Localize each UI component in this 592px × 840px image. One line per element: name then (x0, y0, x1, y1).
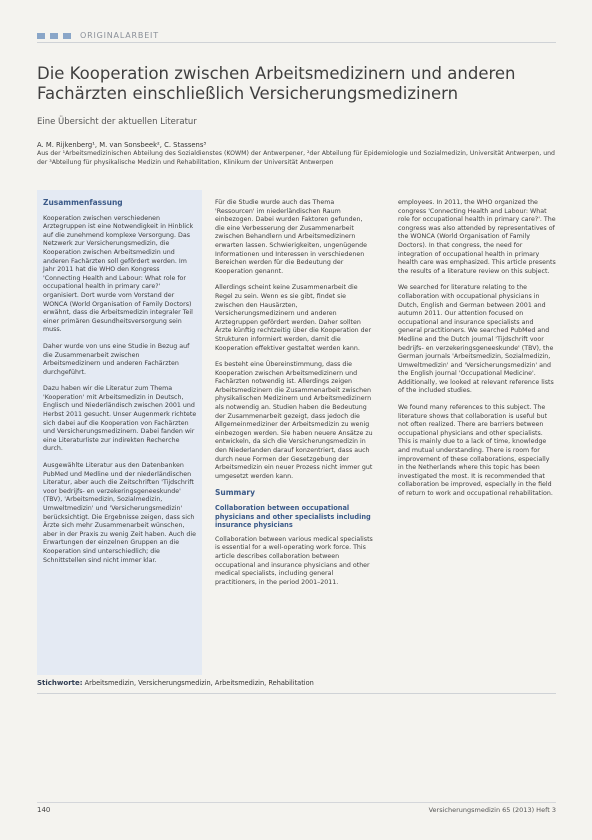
header-square-icon (37, 33, 45, 39)
article-affiliation: Aus der ¹Arbeitsmedizinischen Abteilung des Sozialdienstes (KOWM) der Antwerpener, ²der Abteilung für Epidemiologie und Sozialmedizin, Universität Antwerpen, und der ³Abteilung für physikalische Medizin und Rehabilitation, Klinikum der Universität Antwerpen (37, 150, 555, 166)
abstract-paragraph: Dazu haben wir die Literatur zum Thema 'Kooperation' mit Arbeitsmedizin in Deutsch, Englisch und Niederländisch zwischen 2001 und Herbst 2011 gesucht. Unser Augenmerk richtete sich dabei auf die Kooperation von Fachärzten und Versicherungsmedizinern. Dabei fanden wir eine Literaturliste zur indirekten Recherche durch. (43, 385, 197, 453)
body-paragraph: We found many references to this subject. The literature shows that collaboration is useful but not often realized. There are barriers between occupational physicians and other specialists. This is mainly due to a lack of time, knowledge and mutual understanding. There is room for improvement of these collaborations, especially in the Netherlands where this topic has been investigated the most. It is recommended that collaboration be improved, especially in the field of return to work and occupational rehabilitation. (398, 404, 553, 497)
article-authors: A. M. Rijkenberg¹, M. van Sonsbeek², C. Stassens³ (37, 141, 207, 149)
body-paragraph: Allerdings scheint keine Zusammenarbeit die Regel zu sein. Wenn es sie gibt, findet sie zwischen den Hausärzten, Versicherungsmedizinern und anderen Arztegruppen gefördert werden. Daher sollten Ärzte künftig rechtzeitig über die Kooperation der Strukturen informiert werden, damit die Kooperation effektiver gestaltet werden kann. (215, 284, 372, 352)
abstract-heading: Zusammenfassung (43, 198, 123, 207)
keywords-line (37, 679, 557, 687)
keywords-text: Arbeitsmedizin, Versicherungsmedizin, Arbeitsmedizin, Rehabilitation (84, 679, 314, 687)
summary-heading: Summary (215, 488, 256, 498)
header-square-icon (63, 33, 71, 39)
section-header (37, 31, 159, 40)
header-divider (37, 42, 556, 43)
abstract-paragraph: Kooperation zwischen verschiedenen Arztegruppen ist eine Notwendigkeit in Hinblick auf die zunehmend komplexe Versorgung. Das Netzwerk zur Versicherungsmedizin, die Kooperation zwischen Arbeitsmedizin und anderen Fachärzten soll gefördert werden. Im Jahr 2011 hat die WHO den Kongress 'Connecting Health and Labour: What role for occupational health in primary care?' organisiert. Dort wurde vom Vorstand der WONCA (World Organisation of Family Doctors) erwähnt, dass die Arbeitsmedizin integraler Teil einer primären Gesundheitsversorgung sein muss. (43, 214, 194, 334)
body-paragraph: employees. In 2011, the WHO organized the congress 'Connecting Health and Labour: What role for occupational health in primary care?'. The congress was also attended by representatives of the WONCA (World Organisation of Family Doctors). In that congress, the need for integration of occupational health in primary health care was emphasized. This article presents the results of a literature review on this subject. (398, 199, 556, 275)
body-paragraph: Es besteht eine Übereinstimmung, dass die Kooperation zwischen Arbeitsmedizinern und Fachärzten notwendig ist. Allerdings zeigen Arbeitsmedizinern die Zusammenarbeit zwischen physikalischen Medizinern und Arbeitsmedizinern als notwendig an. Studien haben die Bedeutung der Zusammenarbeit gezeigt, dass jedoch die Allgemeinmediziner der Arbeitsmedizin zu wenig einbezogen werden. Sie haben neuere Ansätze zu entwickeln, da sich die Versicherungsmedizin in den Niederlanden darauf konzentriert, dass auch durch neue Formen der Gesetzgebung der Arbeitsmedizin ein neuer Prozess nicht immer gut umgesetzt werden kann. (215, 361, 373, 480)
article-subtitle: Eine Übersicht der aktuellen Literatur (37, 117, 197, 127)
body-paragraph: We searched for literature relating to the collaboration with occupational physicians in Dutch, English and German between 2001 and autumn 2011. Our attention focused on occupational and insurance specialists and general practitioners. We searched PubMed and Medline and the Dutch journal 'Tijdschrift voor bedrijfs- en verzekeringsgeneeskunde' (TBV), the German journals 'Arbeitsmedizin, Sozialmedizin, Umweltmedizin' and 'Versicherungsmedizin' and the English journal 'Occupational Medicine'. Additionally, we looked at relevant reference lists of the included studies. (398, 284, 554, 395)
section-kicker: ORIGINALARBEIT (80, 31, 159, 40)
summary-title: Collaboration between occupational physicians and other specialists including insurance physicians (215, 504, 371, 530)
journal-citation: Versicherungsmedizin 65 (2013) Heft 3 (428, 806, 556, 814)
abstract-column (43, 199, 197, 573)
footer-divider (37, 802, 556, 803)
keywords-divider (37, 693, 556, 694)
text-column-right (398, 199, 556, 507)
page-number: 140 (37, 806, 51, 814)
article-title: Die Kooperation zwischen Arbeitsmedizinern und anderen Fachärzten einschließlich Versicherungsmedizinern (37, 64, 516, 103)
keywords-label: Stichworte: (37, 679, 83, 687)
body-paragraph: Für die Studie wurde auch das Thema 'Ressourcen' im niederländischen Raum einbezogen. Dabei wurden Faktoren gefunden, die eine Verbesserung der Zusammenarbeit zwischen Behandlern und Arbeitsmedizinern erwarten lassen. Schwierigkeiten, ungenügende Informationen und Interessen in verschiedenen Bereichen werden für die Bedeutung der Kooperation genannt. (215, 199, 367, 275)
summary-paragraph: Collaboration between various medical specialists is essential for a well-operating work force. This article describes collaboration between occupational and insurance physicians and other medical specialists, including general practitioners, in the period 2001–2011. (215, 535, 373, 586)
text-column-middle (215, 199, 373, 595)
header-square-icon (50, 33, 58, 39)
abstract-paragraph: Ausgewählte Literatur aus den Datenbanken PubMed und Medline und der niederländischen Literatur, aber auch die Zeitschriften 'Tijdschrift voor bedrijfs- en verzekeringsgeneeskunde' (TBV), 'Arbeitsmedizin, Sozialmedizin, Umweltmedizin' und 'Versicherungsmedizin' berücksichtigt. Die Ergebnisse zeigen, dass sich Ärzte sich mehr Zusammenarbeit wünschen, aber in der Praxis zu wenig Zeit haben. Auch die Erwartungen der einzelnen Gruppen an die Kooperation sind unterschiedlich; die Schnittstellen sind nicht immer klar. (43, 462, 196, 564)
abstract-paragraph: Daher wurde von uns eine Studie in Bezug auf die Zusammenarbeit zwischen Arbeitsmedizinern und anderen Fachärzten durchgeführt. (43, 342, 190, 376)
